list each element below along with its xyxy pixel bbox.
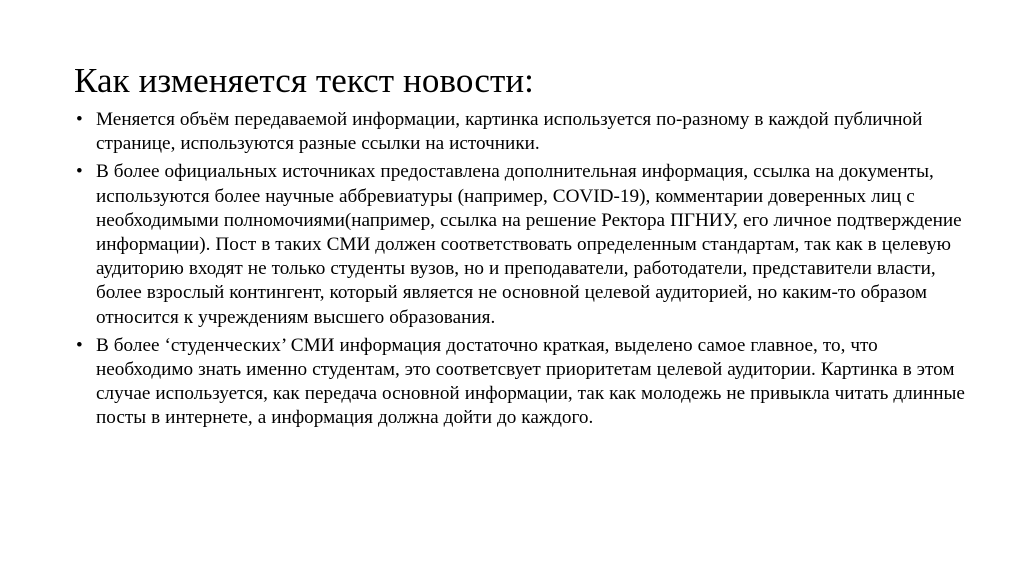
- bullet-text-3: В более ‘студенческих’ СМИ информация достаточно краткая, выделено самое главное, то, что необходимо знать именно студентам, это соответсвует приоритетам целевой аудитории. Картинка в этом случае используется, как передача основной информации, так как молодежь не привыкла читать длинные посты в интернете, а информация должна дойти до каждого.: [96, 334, 965, 429]
- bullet-list: [68, 108, 970, 431]
- bullet-text-1: Меняется объём передаваемой информации, картинка используется по-разному в каждой публичной странице, используются разные ссылки на источники.: [96, 109, 923, 155]
- bullet-item-2: [68, 160, 970, 329]
- slide-body: [68, 108, 970, 431]
- bullet-item-1: [68, 108, 970, 156]
- bullet-marker-icon: •: [76, 334, 83, 356]
- bullet-marker-icon: •: [76, 161, 83, 183]
- bullet-item-3: [68, 334, 970, 431]
- bullet-marker-icon: •: [76, 109, 83, 130]
- bullet-text-2: В более официальных источниках предоставлена дополнительная информация, ссылка на документы, используются более научные аббревиатуры (например, COVID-19), комментарии доверенных лиц с необходимыми полномочиями(например, ссылка на решение Ректора ПГНИУ, его личное подтверждение информации). Пост в таких СМИ должен соответствовать определенным стандартам, так как в целевую аудиторию входят не только студенты вузов, но и преподаватели, работодатели, представители власти, более взрослый контингент, который является не основной целевой аудиторией, но каким-то образом относится к учреждениям высшего образования.: [96, 161, 962, 328]
- slide-title: Как изменяется текст новости:: [74, 61, 535, 101]
